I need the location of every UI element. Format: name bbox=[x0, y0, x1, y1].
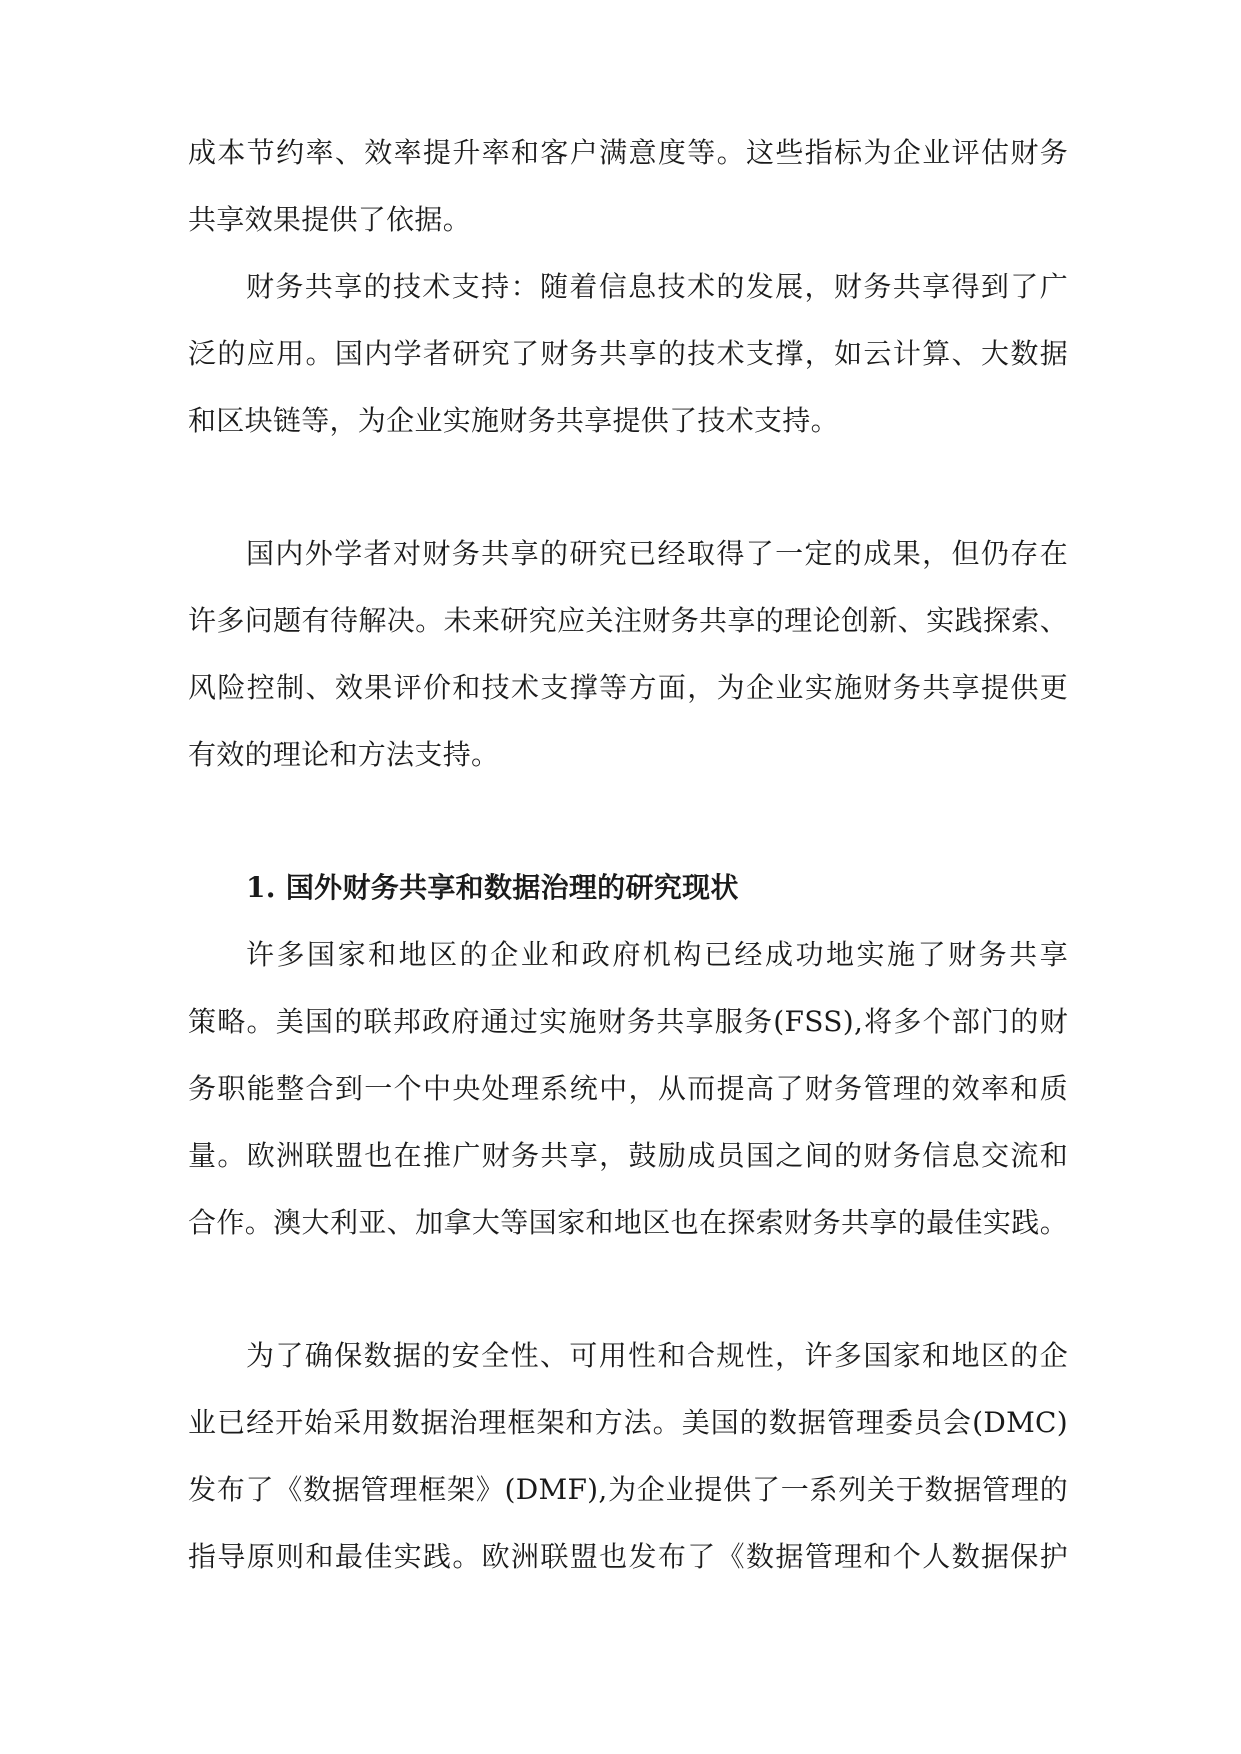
paragraph-line: 发布了《数据管理框架》(DMF),为企业提供了一系列关于数据管理的 bbox=[188, 1473, 1068, 1506]
paragraph-line: 成本节约率、效率提升率和客户满意度等。这些指标为企业评估财务 bbox=[188, 136, 1068, 169]
paragraph-line: 许多国家和地区的企业和政府机构已经成功地实施了财务共享 bbox=[246, 938, 1068, 971]
paragraph-line: 策略。美国的联邦政府通过实施财务共享服务(FSS),将多个部门的财 bbox=[188, 1005, 1068, 1038]
paragraph-line: 指导原则和最佳实践。欧洲联盟也发布了《数据管理和个人数据保护 bbox=[188, 1540, 1068, 1573]
paragraph-line: 业已经开始采用数据治理框架和方法。美国的数据管理委员会(DMC) bbox=[188, 1406, 1068, 1439]
paragraph-line: 许多问题有待解决。未来研究应关注财务共享的理论创新、实践探索、 bbox=[188, 604, 1068, 637]
paragraph-line: 为了确保数据的安全性、可用性和合规性，许多国家和地区的企 bbox=[246, 1339, 1068, 1372]
paragraph-line: 共享效果提供了依据。 bbox=[188, 203, 472, 236]
paragraph-line: 国内外学者对财务共享的研究已经取得了一定的成果，但仍存在 bbox=[246, 537, 1068, 570]
paragraph-line: 泛的应用。国内学者研究了财务共享的技术支撑，如云计算、大数据 bbox=[188, 337, 1068, 370]
section-heading: 1. 国外财务共享和数据治理的研究现状 bbox=[246, 871, 739, 904]
paragraph-line: 务职能整合到一个中央处理系统中，从而提高了财务管理的效率和质 bbox=[188, 1072, 1068, 1105]
paragraph-line: 风险控制、效果评价和技术支撑等方面，为企业实施财务共享提供更 bbox=[188, 671, 1068, 704]
paragraph-line: 财务共享的技术支持：随着信息技术的发展，财务共享得到了广 bbox=[246, 270, 1068, 303]
paragraph-line: 有效的理论和方法支持。 bbox=[188, 738, 500, 771]
paragraph-line: 合作。澳大利亚、加拿大等国家和地区也在探索财务共享的最佳实践。 bbox=[188, 1206, 1068, 1239]
paragraph-line: 和区块链等，为企业实施财务共享提供了技术支持。 bbox=[188, 404, 839, 437]
paragraph-line: 量。欧洲联盟也在推广财务共享，鼓励成员国之间的财务信息交流和 bbox=[188, 1139, 1068, 1172]
